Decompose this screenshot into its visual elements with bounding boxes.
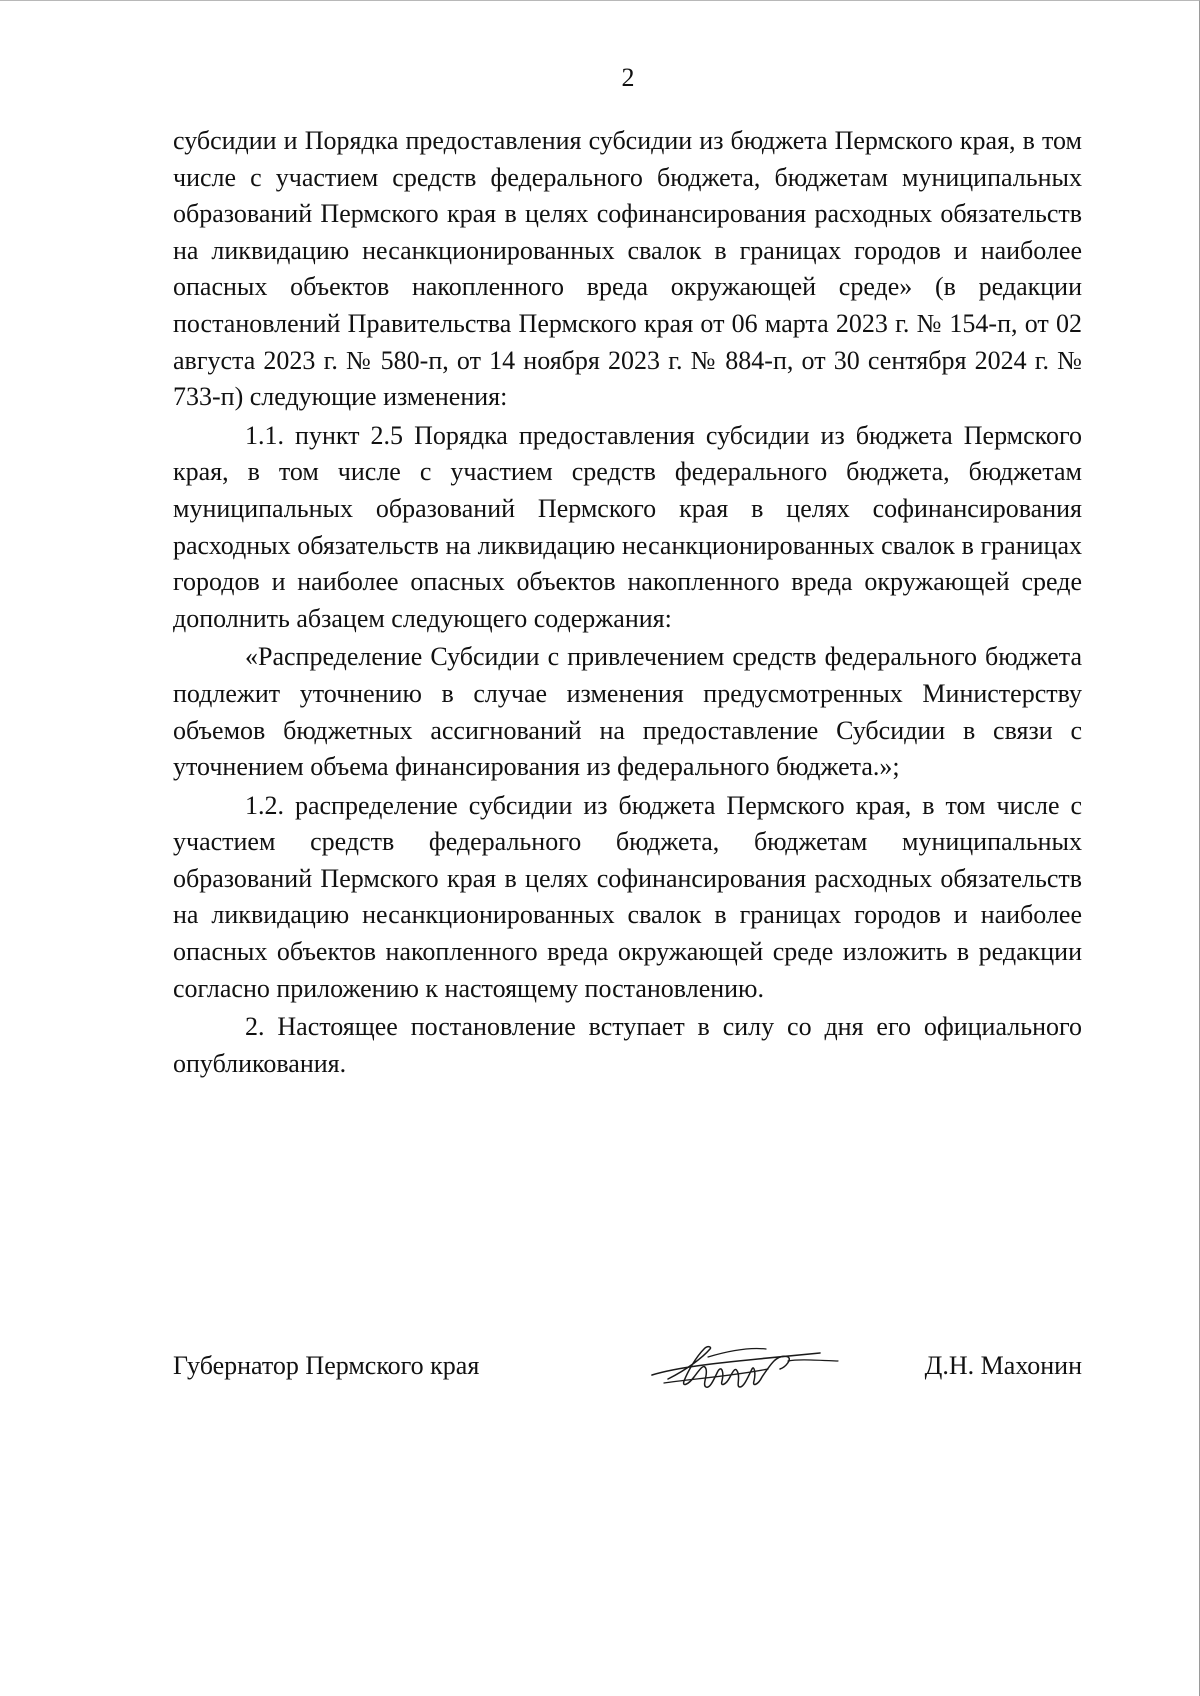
signature-block — [173, 1339, 1082, 1399]
signatory-position: Губернатор Пермского края — [173, 1351, 480, 1380]
document-body — [173, 123, 1082, 1082]
paragraph-item-1-1: 1.1. пункт 2.5 Порядка предоставления субсидии из бюджета Пермского края, в том числе с участием средств федерального бюджета, бюджетам муниципальных образований Пермского края в целях софинансирования расходных обязательств на ликвидацию несанкционированных свалок в границах городов и наиболее опасных объектов накопленного вреда окружающей среде дополнить абзацем следующего содержания: — [173, 420, 1082, 633]
paragraph-quote: «Распределение Субсидии с привлечением средств федерального бюджета подлежит уточнению в случае изменения предусмотренных Министерству объемов бюджетных ассигнований на предоставление Субсидии в связи с уточнением объема финансирования из федерального бюджета.»; — [173, 642, 1082, 782]
handwritten-signature-icon — [648, 1339, 848, 1399]
signatory-name: Д.Н. Махонин — [924, 1351, 1082, 1380]
page-number: 2 — [621, 63, 635, 92]
paragraph-item-2: 2. Настоящее постановление вступает в силу со дня его официального опубликования. — [173, 1012, 1082, 1078]
paragraph-item-1-2: 1.2. распределение субсидии из бюджета Пермского края, в том числе с участием средств федерального бюджета, бюджетам муниципальных образований Пермского края в целях софинансирования расходных обязательств на ликвидацию несанкционированных свалок в границах городов и наиболее опасных объектов накопленного вреда окружающей среде изложить в редакции согласно приложению к настоящему постановлению. — [173, 790, 1082, 1003]
paragraph-intro: субсидии и Порядка предоставления субсидии из бюджета Пермского края, в том числе с участием средств федерального бюджета, бюджетам муниципальных образований Пермского края в целях софинансирования расходных обязательств на ликвидацию несанкционированных свалок в границах городов и наиболее опасных объектов накопленного вреда окружающей среде» (в редакции постановлений Правительства Пермского края от 06 марта 2023 г. № 154-п, от 02 августа 2023 г. № 580-п, от 14 ноября 2023 г. № 884-п, от 30 сентября 2024 г. № 733-п) следующие изменения: — [173, 126, 1082, 412]
